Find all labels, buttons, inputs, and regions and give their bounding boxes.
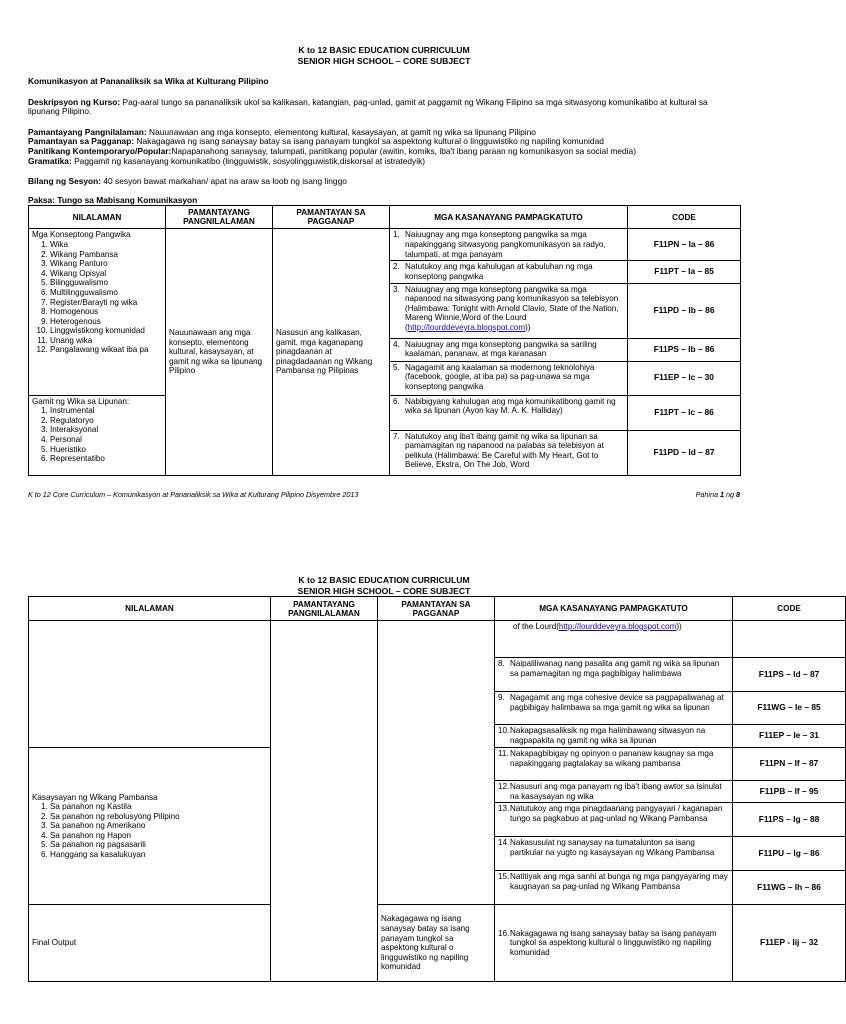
header-line-1: K to 12 BASIC EDUCATION CURRICULUM [298,575,470,585]
list-item: 2. Sa panahon ng rebolusyong Pilipino [50,812,267,822]
page-1 [28,45,740,476]
competency-cell [390,361,628,395]
page-current: 1 [720,490,724,499]
page-2 [28,575,821,982]
header-nilalaman: NILALAMAN [29,597,271,621]
list-item: 11. Unang wika [50,336,162,346]
list-item: 9. Heterogenous [50,317,162,327]
competency-number: 11. [498,749,509,758]
topic [28,196,740,206]
code-cell: F11PN – Ia – 86 [628,229,741,261]
content-group-title: Gamit ng Wika sa Lipunan: [32,396,130,406]
competency-text: Nasusuri ang mga panayam ng iba't ibang awtor sa isinulat na kasaysayan ng wika [510,782,722,801]
code-cell: F11EP – Ie – 31 [733,725,846,748]
competency-text: Natutukoy ang mga kahulugan at kabuluhan ng mga konseptong pangwika [405,262,593,281]
list-item: 8. Homogenous [50,307,162,317]
code-cell: F11PD – Id – 87 [628,430,741,475]
code-cell: F11PD – Ib – 86 [628,283,741,338]
table-header-row [29,206,741,229]
competency-number: 16. [498,928,510,938]
list-item: 4. Wikang Opisyal [50,269,162,279]
list-item: 10. Linggwistikong komunidad [50,326,162,336]
competency-text: Nakasusulat ng sanaysay na tumatalunton sa isang partikular na yugto ng kasaysayan ng Wikang Pambansa [510,838,715,857]
literature-text: Napapanahong sanaysay, talumpati, panitikang popular (awitin, komiks, iba't ibang paraan ng komunikasyon sa social media) [171,145,636,156]
description-label: Deskripsyon ng Kurso: [28,96,121,107]
code-cell: F11PN – If – 87 [733,748,846,781]
header-pagganap: PAMANTAYAN SA PAGGANAP [378,597,495,621]
header-nilalaman: NILALAMAN [29,206,166,229]
list-item: 2. Wikang Pambansa [50,250,162,260]
course-title: Komunikasyon at Pananaliksik sa Wika at Kulturang Pilipino [28,76,269,86]
competency-cell [390,338,628,361]
code-cell: F11PU – Ig – 86 [733,837,846,871]
page-prefix: Pahina [695,490,718,499]
header-pangnilalaman: PAMANTAYANG PANGNILALAMAN [166,206,273,229]
list-item: 6. Multilingguwalismo [50,288,162,298]
competency-text: Nagagamit ang kaalaman sa modernong teknolohiya (facebook, google, at iba pa) sa pag-unawa sa mga konseptong pangwika [405,362,595,391]
header-code: CODE [733,597,846,621]
code-cell: F11PT – Ia – 85 [628,261,741,283]
content-cell-gamit [29,395,166,475]
competency-cell [495,803,733,837]
list-item: 1. Sa panahon ng Kastila [50,802,267,812]
competency-cell [495,837,733,871]
header-line-2: SENIOR HIGH SCHOOL – CORE SUBJECT [297,585,471,596]
continuation-end: )) [676,622,682,631]
list-item: 6. Representatibo [50,454,162,464]
competency-cell [495,658,733,692]
content-standard-label: Pamantayang Pangnilalaman: [28,126,147,137]
competency-text: Naipaliliwanag nang pasalita ang gamit ng wika sa lipunan sa pamamagitan ng mga pagbibigay halimbawa [510,659,720,678]
competency-number: 9. [498,693,505,702]
list-item: 1. Wika [50,240,162,250]
code-cell: F11PB – If – 95 [733,781,846,803]
pagganap-cell-empty [378,621,495,905]
competency-text: Nakapagsasaliksik ng mga halimbawang sitwasyon na nagpapakita ng gamit ng wika sa lipunan [510,726,706,745]
competency-number: 8. [498,659,505,668]
sessions-text: 40 sesyon bawat markahan/ apat na araw sa loob ng isang linggo [103,176,347,187]
list-item: 5. Hueristiko [50,445,162,455]
topic-label: Paksa: [28,194,56,205]
sessions [28,177,740,187]
competency-text-end: )) [525,322,531,332]
list-item: 3. Sa panahon ng Amerikano [50,821,267,831]
content-cell-empty [29,621,271,748]
page-1-footer [28,490,740,499]
competency-cell [390,430,628,475]
content-list [32,240,162,355]
topic-text: Tungo sa Mabisang Komunikasyon [57,194,198,205]
code-cell: F11WG – Ih – 86 [733,871,846,905]
competency-number: 3. [393,284,400,294]
competency-text-part: Naiuugnay ang mga konseptong pangwika sa mga napanood na sitwasyong pang komunikasyon sa telebisyon (Halimbawa: Tonight with Arnold Clavio, State of the Nation, Mareng Winnie,Word of the Lourd ( [405,284,619,332]
competency-cell [495,692,733,725]
competency-cell [390,283,628,338]
code-cell: F11PS – Ib – 86 [628,338,741,361]
competency-text: Nakapagbibigay ng opinyon o pananaw kaugnay sa mga napakinggang pagtalakay sa wikang pambansa [510,749,714,768]
list-item: 4. Sa panahon ng Hapon [50,831,267,841]
curriculum-table-page-1 [28,205,741,475]
competency-text: Natutukoy ang mga pinagdaanang pangyayari / kaganapan tungo sa pagkabuo at pag-unlad ng Wikang Pambansa [510,804,723,823]
list-item: 1. Instrumental [50,406,162,416]
content-list [32,802,267,860]
list-item: 4. Personal [50,435,162,445]
competency-cell [495,781,733,803]
content-cell-kasaysayan [29,748,271,905]
list-item: 6. Hanggang sa kasalukuyan [50,850,267,860]
list-item: 2. Regulatoryo [50,416,162,426]
header-pangnilalaman: PAMANTAYANG PANGNILALAMAN [271,597,378,621]
competency-cell [495,725,733,748]
performance-standard-label: Pamantayan sa Pagganap: [28,136,135,147]
header-kasanayan: MGA KASANAYANG PAMPAGKATUTO [495,597,733,621]
blog-link[interactable]: http://lourddeveyra.blogspot.com [407,322,526,332]
code-cell: F11EP – Ic – 30 [628,361,741,395]
list-item: 3. Wikang Panturo [50,259,162,269]
content-standard-text: Nauunawaan ang mga konsepto, elementong kultural, kasaysayan, at gamit ng wika sa lipunang Pilipino [149,126,536,137]
final-output-cell: Final Output [29,905,271,982]
competency-cell [495,748,733,781]
sessions-label: Bilang ng Sesyon: [28,176,102,187]
page-total: 8 [736,490,740,499]
competency-number: 5. [393,362,400,372]
curriculum-header-2 [28,575,740,596]
pagganap-cell: Nasusuri ang kalikasan, gamit, mga kaganapang pinagdaanan at pinagdadaanan ng Wikang Pambansa ng Pilipinas [273,229,390,475]
list-item: 12. Pangalawang wikaat iba pa [50,345,162,355]
final-pagganap-cell: Nakagagawa ng isang sanaysay batay sa isang panayam tungkol sa aspektong kultural o lingguwistiko ng napiling komunidad [378,905,495,982]
table-row [29,621,846,658]
competency-text: Nabibigyang kahulugan ang mga komunikatibong gamit ng wika sa lipunan (Ayon kay M. A. K. Halliday) [405,396,616,416]
description-text: Pag-aaral tungo sa pananaliksik ukol sa kalikasan, katangian, pag-unlad, gamit at paggamit ng Wikang Filipino sa mga sitwasyong komunikatibo at kultural sa lipunang Pilipino. [28,96,708,117]
table-header-row [29,597,846,621]
competency-number: 2. [393,262,400,272]
list-item: 5. Bilingguwalismo [50,278,162,288]
page-number [696,490,740,499]
competency-text: Nagagamit ang mga cohesive device sa pagpapaliwanag at pagbibigay halimbawa sa mga gamit ng wika sa lipunan [510,693,724,712]
table-row [29,905,846,982]
competency-number: 10. [498,726,510,735]
competency-cell [390,229,628,261]
header-line-2: SENIOR HIGH SCHOOL – CORE SUBJECT [297,55,471,66]
continuation-text: of the Lourd( [513,622,559,631]
grammar [28,157,740,167]
competency-number: 1. [393,230,400,240]
pangnilalaman-cell-empty [271,621,378,982]
competency-number: 13. [498,804,510,814]
curriculum-table-page-2 [28,596,846,982]
competency-number: 4. [393,339,400,349]
performance-standard-text: Nakagagawa ng isang sanaysay batay sa isang panayam tungkol sa aspektong kultural o lingguwistiko ng napiling komunidad [136,136,604,147]
table-row [29,229,741,261]
list-item: 5. Sa panahon ng pagsasarili [50,840,267,850]
content-list [32,406,162,464]
header-code: CODE [628,206,741,229]
code-cell-empty [733,621,846,658]
blog-link[interactable]: http://lourddeveyra.blogspot.com [558,622,677,631]
code-cell: F11PT – Ic – 86 [628,395,741,430]
grammar-label: Gramatika: [28,155,72,166]
content-group-title: Kasaysayan ng Wikang Pambansa [32,792,158,802]
competency-cell [495,905,733,982]
competency-text: Natitiyak ang mga sanhi at bunga ng mga pangyayaring may kaugnayan sa pag-unlad ng Wikang Pambansa [510,872,728,891]
competency-cell [390,261,628,283]
pangnilalaman-cell: Nauunawaan ang mga konsepto, elementong kultural, kasaysayan, at gamit ng wika sa lipunang Pilipino [166,229,273,475]
code-cell: F11EP - Iij – 32 [733,905,846,982]
code-cell: F11PS – Id – 87 [733,658,846,692]
list-item: 7. Register/Barayti ng wika [50,298,162,308]
competency-number: 15. [498,872,510,882]
code-cell: F11WG – Ie – 85 [733,692,846,725]
competency-number: 6. [393,396,400,406]
curriculum-header [28,45,740,66]
competency-cell [390,395,628,430]
content-cell-konsepto [29,229,166,395]
code-cell: F11PS – Ig – 88 [733,803,846,837]
competency-number: 12. [498,782,510,791]
competency-number: 7. [393,431,400,441]
list-item: 3. Interaksyonal [50,425,162,435]
competency-number: 14. [498,838,510,848]
header-pagganap: PAMANTAYAN SA PAGGANAP [273,206,390,229]
course-description [28,98,740,117]
literature-label: Panitikang Kontemporaryo/Popular: [28,145,172,156]
competency-cell [495,871,733,905]
competency-text: Nakagagawa ng isang sanaysay batay sa isang panayam tungkol sa aspektong kultural o lingguwistiko ng napiling komunidad [510,928,717,957]
competency-continuation [495,621,733,658]
competency-text [405,285,624,333]
content-group-title: Mga Konseptong Pangwika [32,230,131,240]
header-line-1: K to 12 BASIC EDUCATION CURRICULUM [298,45,470,55]
competency-text: Naiuugnay ang mga konseptong pangwika sa sariling kaalaman, pananaw, at mga karanasan [405,339,597,359]
page-of: ng [726,490,734,499]
competency-text: Natutukoy ang iba't ibang gamit ng wika sa lipunan sa pamamagitan ng napanood na palabas sa telebisyon at pelikula (Halimbawa: Be Careful with My Heart, Got to Believe, Ekstra, On The Job, Word [405,431,604,470]
competency-text: Naiuugnay ang mga konseptong pangwika sa mga napakinggang sitwasyong pangkomunikasyon sa radyo, talumpati, at mga panayam [405,230,606,259]
grammar-text: Paggamit ng kasanayang komunikatibo (lingguwistik, sosyolingguwistik,diskorsal at istratedyik) [74,155,426,166]
header-kasanayan: MGA KASANAYANG PAMPAGKATUTO [390,206,628,229]
footer-left: K to 12 Core Curriculum – Komunikasyon at Pananaliksik sa Wika at Kulturang Pilipino Disyembre 2013 [28,490,359,499]
